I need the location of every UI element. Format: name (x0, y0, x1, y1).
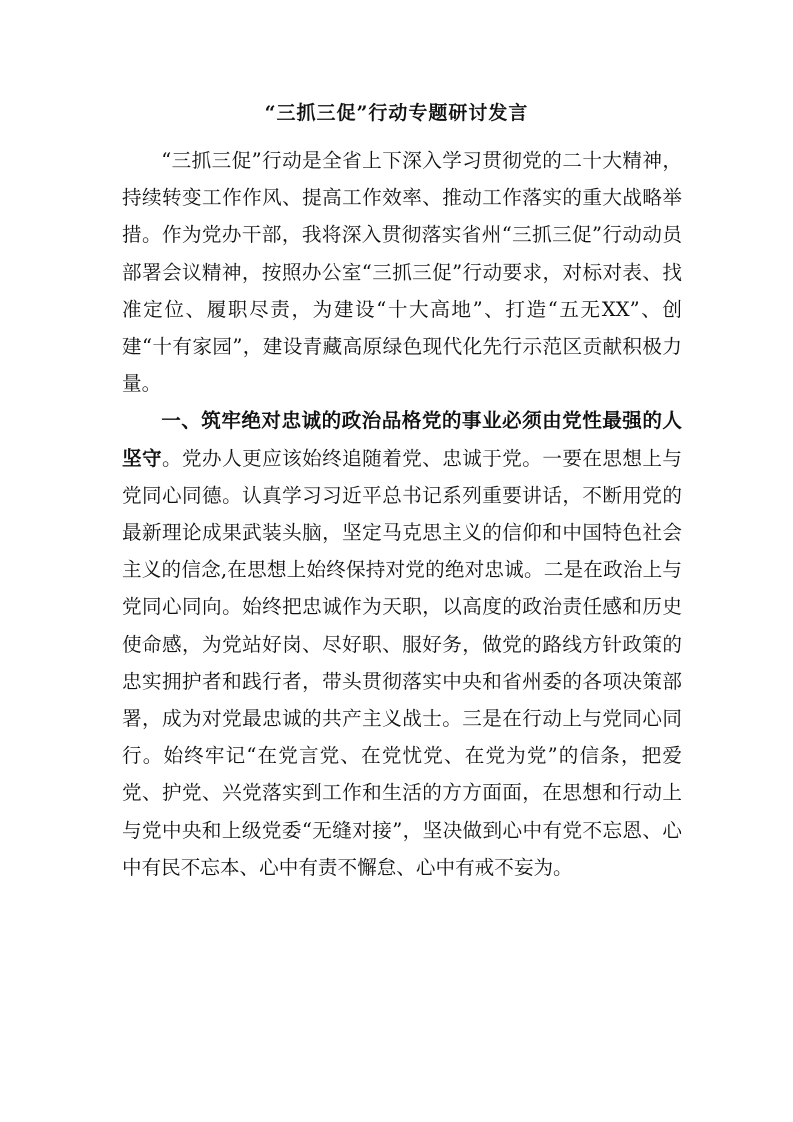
document-body (122, 142, 682, 886)
section-1-body: 。党办人更应该始终追随着党、忠诚于党。一要在思想上与党同心同德。认真学习习近平总书记系列重要讲话，不断用党的最新理论成果武装头脑，坚定马克思主义的信仰和中国特色社会主义的信念,在思想上始终保持对党的绝对忠诚。二是在政治上与党同心同向。始终把忠诚作为天职，以高度的政治责任感和历史使命感，为党站好岗、尽好职、服好务，做党的路线方针政策的忠实拥护者和践行者，带头贯彻落实中央和省州委的各项决策部署，成为对党最忠诚的共产主义战士。三是在行动上与党同心同行。始终牢记“在党言党、在党忧党、在党为党”的信条，把爱党、护党、兴党落实到工作和生活的方方面面，在思想和行动上与党中央和上级党委“无缝对接”，坚决做到心中有党不忘恩、心中有民不忘本、心中有责不懈怠、心中有戒不妄为。 (122, 446, 683, 879)
document-title: “三抓三促”行动专题研讨发言 (264, 102, 529, 124)
intro-paragraph: “三抓三促”行动是全省上下深入学习贯彻党的二十大精神，持续转变工作作风、提高工作效率、推动工作落实的重大战略举措。作为党办干部，我将深入贯彻落实省州“三抓三促”行动动员部署会议精神，按照办公室“三抓三促”行动要求，对标对表、找准定位、履职尽责，为建设“十大高地”、打造“五无XX”、创建“十有家园”，建设青藏高原绿色现代化先行示范区贡献积极力量。 (122, 149, 682, 396)
section-1-heading: 一、筑牢绝对忠诚的政治品格党的事业必须由党性最强的人坚守 (122, 409, 682, 470)
section-1-paragraph (122, 402, 682, 886)
